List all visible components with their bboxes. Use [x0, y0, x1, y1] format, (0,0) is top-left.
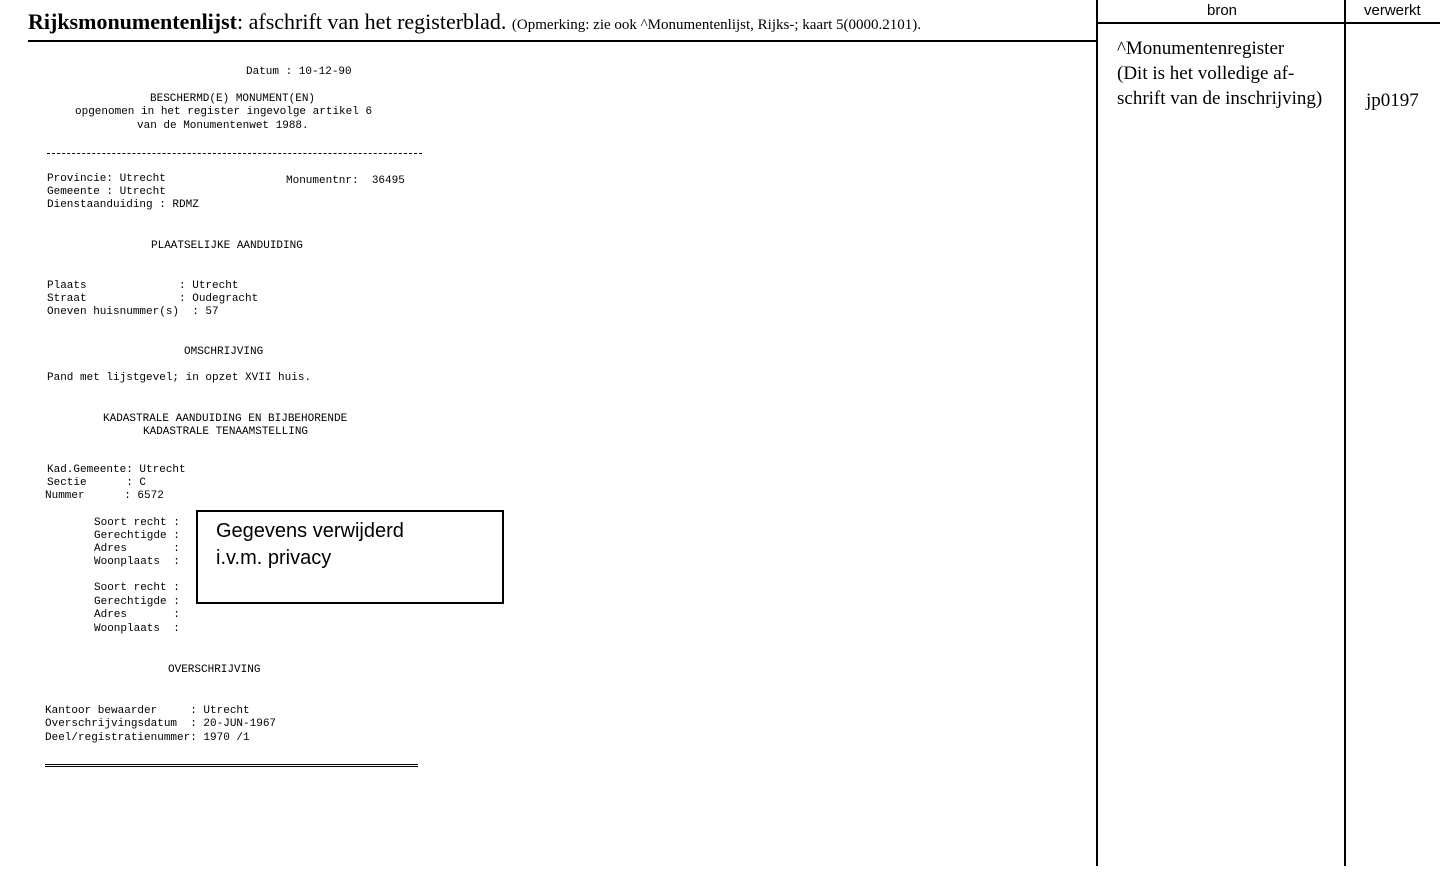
verwerkt-column-header: verwerkt — [1364, 2, 1421, 19]
huisnummer-field: Oneven huisnummer(s) : 57 — [47, 306, 219, 318]
verwerkt-column-divider — [1344, 0, 1346, 866]
monumentnr-field: Monumentnr: 36495 — [286, 175, 405, 187]
woonplaats-label-1: Woonplaats : — [94, 556, 180, 568]
kadastraal-heading-2: KADASTRALE TENAAMSTELLING — [143, 426, 309, 438]
deel-field: Deel/registratienummer: 1970 /1 — [45, 732, 250, 744]
omschrijving-heading: OMSCHRIJVING — [184, 346, 264, 358]
soort-recht-label-2: Soort recht : — [94, 582, 180, 594]
kad-gemeente-field: Kad.Gemeente: Utrecht — [47, 464, 186, 476]
gerechtigde-label-1: Gerechtigde : — [94, 530, 180, 542]
bron-line-2: (Dit is het volledige af- — [1117, 63, 1295, 84]
record-end-rule — [45, 764, 418, 767]
kantoor-field: Kantoor bewaarder : Utrecht — [45, 705, 250, 717]
record-heading-2: opgenomen in het register ingevolge artikel 6 — [75, 106, 373, 118]
dienstaanduiding-field: Dienstaanduiding : RDMZ — [47, 199, 199, 211]
plaats-field: Plaats : Utrecht — [47, 280, 239, 292]
provincie-field: Provincie: Utrecht — [47, 173, 166, 185]
kadastraal-heading-1: KADASTRALE AANDUIDING EN BIJBEHORENDE — [103, 413, 348, 425]
soort-recht-label-1: Soort recht : — [94, 517, 180, 529]
bron-line-1: ^Monumentenregister — [1117, 38, 1285, 59]
overschrijvingsdatum-field: Overschrijvingsdatum : 20-JUN-1967 — [45, 718, 277, 730]
title-note: (Opmerking: zie ook ^Monumentenlijst, Rijks-; kaart 5(0000.2101). — [511, 17, 921, 33]
sectie-field: Sectie : C — [47, 477, 147, 489]
bron-column-divider — [1096, 0, 1098, 866]
privacy-notice-box — [196, 510, 504, 604]
record-date: Datum : 10-12-90 — [246, 66, 352, 78]
title-rest: : afschrift van het registerblad. — [237, 9, 512, 34]
column-header-rule — [1098, 22, 1440, 24]
document-title — [28, 8, 921, 39]
bron-line-3: schrift van de inschrijving) — [1117, 88, 1323, 109]
plaatselijke-heading: PLAATSELIJKE AANDUIDING — [151, 240, 303, 252]
record-separator — [47, 153, 422, 154]
nummer-field: Nummer : 6572 — [45, 490, 164, 502]
straat-field: Straat : Oudegracht — [47, 293, 259, 305]
adres-label-1: Adres : — [94, 543, 180, 555]
gemeente-field: Gemeente : Utrecht — [47, 186, 166, 198]
title-bold: Rijksmonumentenlijst — [28, 9, 238, 34]
record-heading-3: van de Monumentenwet 1988. — [137, 120, 309, 132]
record-heading-1: BESCHERMD(E) MONUMENT(EN) — [150, 93, 316, 105]
gerechtigde-label-2: Gerechtigde : — [94, 596, 180, 608]
omschrijving-text: Pand met lijstgevel; in opzet XVII huis. — [47, 372, 312, 384]
verwerkt-code: jp0197 — [1366, 90, 1419, 111]
woonplaats-label-2: Woonplaats : — [94, 623, 180, 635]
privacy-line-2: i.v.m. privacy — [216, 547, 332, 569]
overschrijving-heading: OVERSCHRIJVING — [168, 664, 261, 676]
adres-label-2: Adres : — [94, 609, 180, 621]
privacy-line-1: Gegevens verwijderd — [216, 520, 404, 542]
bron-column-header: bron — [1207, 2, 1238, 19]
header-rule — [28, 40, 1098, 42]
